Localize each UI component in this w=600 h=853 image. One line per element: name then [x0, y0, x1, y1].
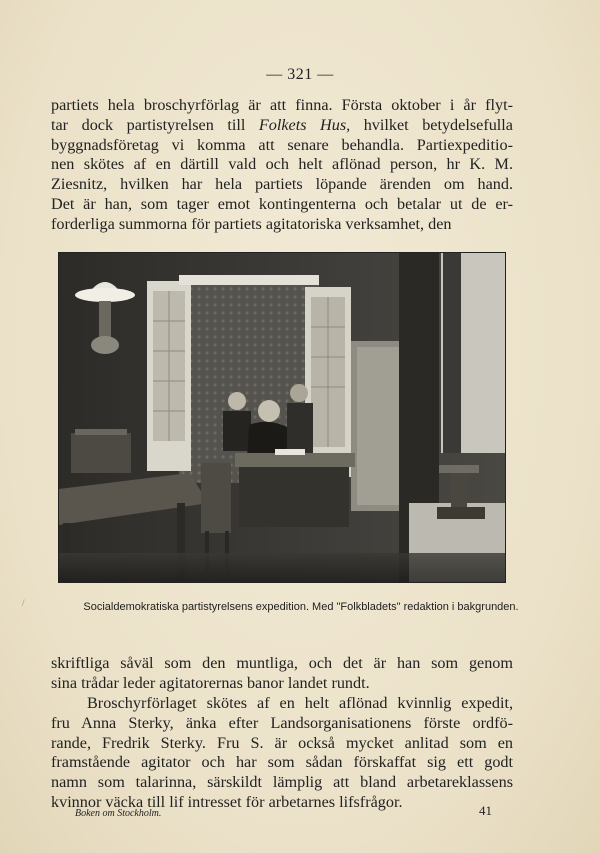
text-line: kvinnor väcka till lif intresset för arbetarnes lifsfrågor. — [51, 792, 403, 811]
text-line: nen skötes af en därtill vald och helt aflönad person, hr K. M. — [51, 155, 513, 174]
text-line: framstående agitator och har som sådan förskaffat sig ett godt — [51, 753, 513, 772]
office-photograph — [58, 252, 506, 583]
text-line: tar dock partistyrelsen till Folkets Hus, hvilket betydelsefulla — [51, 115, 513, 134]
margin-mark: / — [22, 598, 25, 608]
text-line: Ziesnitz, hvilken har hela partiets löpande ärenden om hand. — [51, 175, 513, 194]
text-line: sina trådar leder agitatorernas banor landet rundt. — [51, 673, 370, 692]
signature-number: 41 — [479, 803, 492, 818]
bottom-paragraph-1 — [51, 654, 513, 694]
text-line: skriftliga såväl som den muntliga, och det är han som genom — [51, 654, 513, 672]
text-line: rande, Fredrik Sterky. Fru S. är också mycket anlitad som en — [51, 733, 513, 752]
photo-caption: Socialdemokratiska partistyrelsens expedition. Med "Folkbladets" redaktion i bakgrunden. — [83, 601, 519, 613]
text-line: namn som talarinna, särskildt lämplig att bland arbetareklassens — [51, 773, 513, 792]
bottom-paragraph-2 — [51, 694, 513, 813]
text-line: forderliga summorna för partiets agitatoriska verksamhet, den — [51, 214, 452, 233]
text-line: byggnadsföretag vi komma att senare behandla. Partiexpeditio- — [51, 135, 513, 154]
text-line: Broschyrförlaget skötes af en helt aflönad kvinnlig expedit, — [87, 694, 513, 712]
text-line: partiets hela broschyrförlag är att finna. Första oktober i år flyt- — [51, 96, 513, 114]
book-title-footer: Boken om Stockholm. — [75, 808, 162, 819]
top-paragraph — [51, 96, 513, 235]
text-line: Det är han, som tager emot kontingenterna och betalar ut de er- — [51, 194, 513, 213]
text-line: fru Anna Sterky, änka efter Landsorganisationens förste ordfö- — [51, 713, 513, 732]
page-number: — 321 — — [266, 66, 334, 83]
